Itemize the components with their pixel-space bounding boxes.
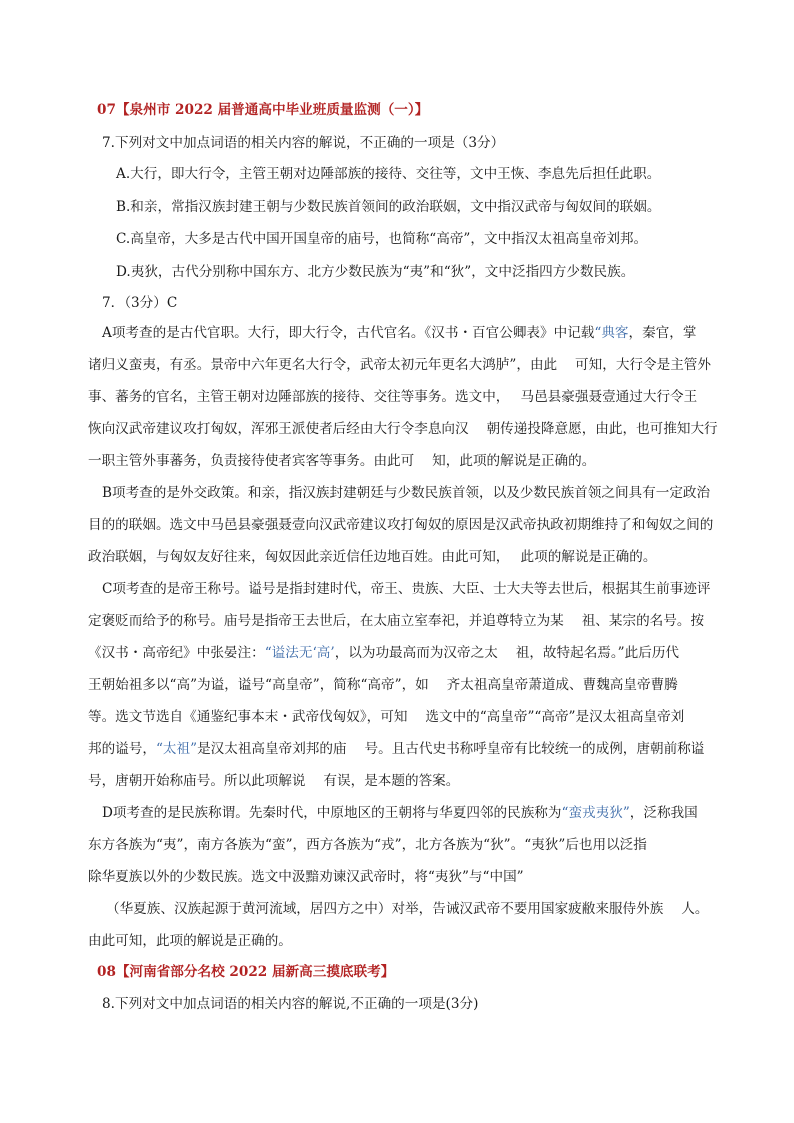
explain-b-line-1: B项考查的是外交政策。和亲，指汉族封建朝廷与少数民族首领，以及少数民族首领之间具有一定政治 <box>102 485 711 501</box>
explain-c6-quote: “太祖” <box>155 741 198 757</box>
explain-c-line-6 <box>88 739 704 759</box>
explain-a-line-3: 事、蕃务的官名，主管王朝对边陲部族的接待、交往等事务。选文中， 马邑县豪强聂壹通过大行令王 <box>88 389 698 405</box>
explain-b-line-2: 目的的联姻。选文中马邑县豪强聂壹向汉武帝建议攻打匈奴的原因是汉武帝执政初期维持了和匈奴之间的 <box>88 517 714 533</box>
explain-a-line-1 <box>102 323 697 343</box>
explain-c6-text: 邦的谥号， <box>88 741 156 757</box>
explain-a-text-tail: ，秦官，掌 <box>628 325 697 341</box>
explain-a-quote: “典客 <box>594 325 629 341</box>
option-d: D.夷狄，古代分别称中国东方、北方少数民族为“夷”和“狄”，文中泛指四方少数民族。 <box>116 264 635 280</box>
explain-a-line-4: 恢向汉武帝建议攻打匈奴，浑邪王派使者后经由大行令李息向汉 朝传递投降意愿，由此，也可推知大行 <box>88 421 718 437</box>
explain-d-text: D项考查的是民族称谓。先秦时代，中原地区的王朝将与华夏四邻的民族称为 <box>102 805 562 821</box>
section-header-08: 08【河南省部分名校 2022 届新高三摸底联考】 <box>97 964 395 980</box>
explain-c-line-2: 定褒贬而给予的称号。庙号是指帝王去世后，在太庙立室奉祀，并追尊特立为某 祖、某宗的名号。按 <box>88 613 705 629</box>
explain-c-line-5: 等。选文节选自《通鉴纪事本末・武帝伐匈奴》，可知 选文中的“高皇帝”“高帝”是汉太祖高皇帝刘 <box>88 709 685 725</box>
answer-7: 7．（3分）C <box>102 295 178 311</box>
explain-d-line-4: （华夏族、汉族起源于黄河流域，居四方之中）对举，告诫汉武帝不要用国家疲敝来服侍外族 人。 <box>106 901 709 917</box>
option-c: C.高皇帝，大多是古代中国开国皇帝的庙号，也简称“高帝”，文中指汉太祖高皇帝刘邦。 <box>116 231 648 247</box>
explain-d-line-5: 由此可知，此项的解说是正确的。 <box>88 933 292 949</box>
section-header-07: 07【泉州市 2022 届普通高中毕业班质量监测（一）】 <box>97 102 429 118</box>
question-8: 8.下列对文中加点词语的相关内容的解说,不正确的一项是(3分) <box>102 996 479 1012</box>
option-a: A.大行，即大行令，主管王朝对边陲部族的接待、交往等，文中王恢、李息先后担任此职。 <box>116 166 661 182</box>
explain-c-quote: “谥法无‘高’ <box>264 645 335 661</box>
explain-d-text-tail: ，泛称我国 <box>629 805 698 821</box>
question-7: 7.下列对文中加点词语的相关内容的解说，不正确的一项是（3分） <box>102 135 505 151</box>
option-b: B.和亲，常指汉族封建王朝与少数民族首领间的政治联姻，文中指汉武帝与匈奴间的联姻。 <box>116 199 661 215</box>
explain-c-text-tail: ，以为功最高而为汉帝之太 祖，故特起名焉。”此后历代 <box>334 645 679 661</box>
explain-b-line-3: 政治联姻，与匈奴友好往来，匈奴因此亲近信任边地百姓。由此可知， 此项的解说是正确的。 <box>88 549 657 565</box>
explain-c-line-3 <box>88 643 679 663</box>
explain-c-line-4: 王朝始祖多以“高”为谥，谥号“高皇帝”，简称“高帝”，如 齐太祖高皇帝萧道成、曹魏高皇帝曹腾 <box>88 677 678 693</box>
explain-c-line-1: C项考查的是帝王称号。谥号是指封建时代，帝王、贵族、大臣、士大夫等去世后，根据其生前事迹评 <box>102 581 711 597</box>
explain-d-line-3: 除华夏族以外的少数民族。选文中汲黯劝谏汉武帝时，将“夷狄”与“中国” <box>88 869 524 885</box>
explain-c-line-7: 号，唐朝开始称庙号。所以此项解说 有误，是本题的答案。 <box>88 773 460 789</box>
explain-d-quote: “蛮戎夷狄” <box>561 805 630 821</box>
explain-a-text: A项考查的是古代官职。大行，即大行令，古代官名。《汉书・百官公卿表》中记载 <box>102 325 595 341</box>
explain-d-line-2: 东方各族为“夷”，南方各族为“蛮”，西方各族为“戎”，北方各族为“狄”。“夷狄”后也用以泛指 <box>88 837 647 853</box>
explain-a-line-5: 一职主管外事蕃务，负责接待使者宾客等事务。由此可 知，此项的解说是正确的。 <box>88 453 596 469</box>
explain-a-line-2: 诸归义蛮夷，有丞。景帝中六年更名大行令，武帝太初元年更名大鸿胪”，由此 可知，大行令是主管外 <box>88 357 711 373</box>
explain-c6-text-tail: 是汉太祖高皇帝刘邦的庙 号。且古代史书称呼皇帝有比较统一的成例，唐朝前称谥 <box>197 741 705 757</box>
explain-d-line-1 <box>102 803 698 823</box>
explain-c-text: 《汉书・高帝纪》中张晏注： <box>88 645 265 661</box>
